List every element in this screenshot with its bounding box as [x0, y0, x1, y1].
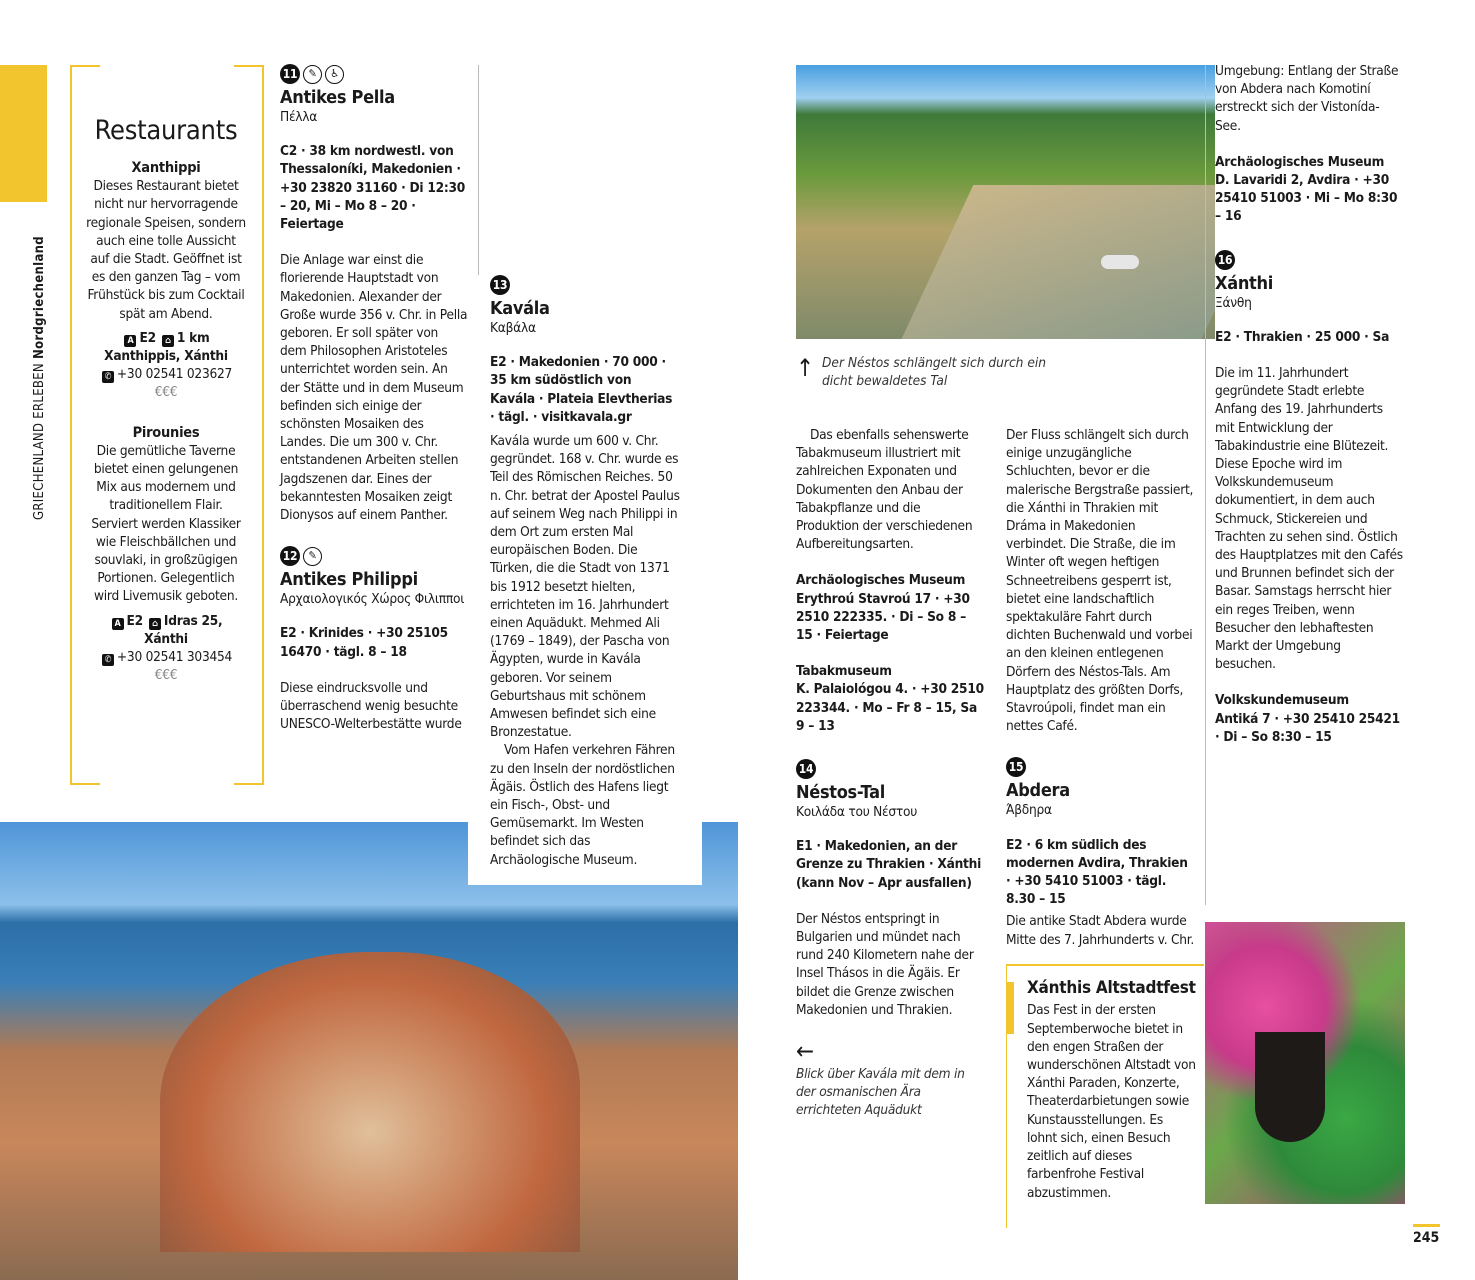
kavala-photo [0, 822, 738, 1280]
column-divider [1205, 65, 1206, 905]
price-indicator: €€€ [154, 384, 178, 401]
arrow-up-icon: ↑ [796, 354, 815, 382]
nestos-museums: Das ebenfalls sehenswerte Tabakmuseum illustriert mit zahlreichen Exponaten und Dokumenten den Anbau der Tabakpflanze und die Produktion der verschiedenen Aufbereitungsarten. Archäologisches Museum Erythroú Stavroú 17 · +30 2510 222335. · Di – So 8 – 15 · Feiertage Tabakmuseum K. Palaiológou 4. · +30 2510 223344. · Mo – Fr 8 – 15, Sa 9 – 13 [796, 427, 984, 734]
restaurants-list [86, 113, 246, 684]
price-indicator: €€€ [154, 667, 178, 684]
restaurant-item: Xanthippi Dieses Restaurant bietet nicht nur hervorragende regionale Speisen, sondern auch eine tolle Aussicht auf die Stadt. Geöffnet ist es den ganzen Tag – vom Frühstück bis zum Cocktail spät am Abend. A E2 ⌂ 1 km Xanthippis, Xánthi ✆ +30 02541 023627 €€€ [86, 160, 246, 401]
house-icon: ⌂ [162, 335, 174, 347]
column-4 [796, 426, 986, 1119]
page-number: 245 [1413, 1230, 1440, 1246]
sight-philippi: 12 ✎ Antikes Philippi Αρχαιολογικός Χώρος Φιλιπποι E2 · Krinides · +30 25105 16470 · tägl. 8 – 18 Diese eindrucksvolle und überraschend wenig besuchte UNESCO-Welterbestätte wurde [280, 546, 468, 733]
sight-philippi-text: Diese eindrucksvolle und überraschend wenig besuchte UNESCO-Welterbestätte wurde [280, 679, 462, 733]
sight-nestos: 14 Néstos-Tal Κοιλάδα του Νέστου E1 · Makedonien, an der Grenze zu Thrakien · Xánthi (kann Nov – Apr ausfallen) Der Néstos entspringt in Bulgarien und mündet nach rund 240 Kilometern nahe der Insel Thásos in die Ägäis. Er bildet die Grenze zwischen Makedonien und Thrakien. [796, 759, 986, 1019]
page-number-rule [1413, 1224, 1440, 1227]
house-icon: ⌂ [149, 618, 161, 630]
festival-box: Xánthis Altstadtfest Das Fest in der ersten Septemberwoche bietet in den engen Straßen der wunderschönen Altstadt von Xánthi Paraden, Konzerte, Theaterdarbietungen sowie Kunstausstellungen. Es lohnt sich, einen Besuch zeitlich auf dieses farbenfrohe Festival abzustimmen. [1006, 964, 1204, 1227]
sight-info: E2 · Makedonien · 70 000 · 35 km südöstlich von Kavála · Plateia Elevtherias · tägl. · visitkavala.gr [490, 354, 673, 425]
sight-xanthi: 16 Xánthi Ξάνθη E2 · Thrakien · 25 000 · Sa Die im 11. Jahrhundert gegründete Stadt erlebte Anfang des 19. Jahrhunderts mit Entwicklung der Tabakindustrie eine Blütezeit. Diese Epoche wird im Volkskundemuseum dokumentiert, in dem auch Schmuck, Stickereien und Trachten zu sehen sind. Östlich des Hauptplatzes mit den Cafés und Brunnen befindet sich der Basar. Samstags herrscht hier ein reges Treiben, wenn Besucher den lebhaftesten Markt der Umgebung besuchen. Volkskundemuseum Antiká 7 · +30 25410 25421 · Di – So 8:30 – 15 [1215, 250, 1405, 746]
festival-accent [1006, 982, 1014, 1034]
festival-photo [1205, 922, 1405, 1204]
nestos-text-continued: Der Fluss schlängelt sich durch einige unzugängliche Schluchten, bevor er die malerische Bergstraße passiert, die Xánthi in Thrakien mit Dráma in Makedonien verbindet. Die Straße, die im Winter oft wegen heftigen Schneetreibens gesperrt ist, bietet eine landschaftlich spektakuläre Fahrt durch dichten Buchenwald und vorbei an den kleinen entlegenen Dörfern des Néstos-Tals. Am Hauptplatz des größten Dorfs, Stavroúpoli, findet man ein nettes Café. [1006, 427, 1194, 735]
chapter-tab [0, 65, 47, 202]
column-5 [1006, 426, 1204, 1228]
map-icon: A [112, 618, 124, 630]
restaurants-title: Restaurants [94, 115, 238, 146]
phone-icon: ✆ [102, 654, 114, 666]
restaurant-item: Pirounies Die gemütliche Taverne bietet einen gelungenen Mix aus modernem und traditionellem Flair. Serviert werden Klassiker wie Fleischbällchen und souvlaki, in großzügigen Portionen. Gelegentlich wird Livemusik geboten. A E2 ⌂ Idras 25, Xánthi ✆ +30 02541 303454 €€€ [86, 424, 246, 685]
sight-info: E1 · Makedonien, an der Grenze zu Thrakien · Xánthi (kann Nov – Apr ausfallen) [796, 838, 982, 891]
sight-abdera: 15 Abdera Άβδηρα E2 · 6 km südlich des modernen Avdira, Thrakien · +30 5410 51003 · tägl. 8.30 – 15 Die antike Stadt Abdera wurde Mitte des 7. Jahrhunderts v. Chr. [1006, 757, 1196, 948]
sight-pella: 11 ✎ ♿ Antikes Pella Πέλλα C2 · 38 km nordwestl. von Thessaloníki, Makedonien · +30 23820 31160 · Di 12:30 – 20, Mi – Mo 8 – 20 · Feiertage Die Anlage war einst die florierende Hauptstadt von Makedonien. Alexander der Große wurde 356 v. Chr. in Pella geboren. Er soll später von dem Philosophen Aristoteles unterrichtet worden sein. An der Stätte und in dem Museum befinden sich einige der schönsten Mosaiken des Landes. Die um 300 v. Chr. entstandenen Arbeiten stellen Jagdszenen dar. Eines der bekanntesten Mosaiken zeigt Dionysos auf einem Panther. [280, 64, 468, 524]
phone-icon: ✆ [102, 371, 114, 383]
abdera-continued: Umgebung: Entlang der Straße von Abdera nach Komotiní erstreckt sich der Vistonída-See. Archäologisches Museum D. Lavaridi 2, Avdira · +30 25410 51003 · Mi – Mo 8:30 – 16 [1215, 63, 1399, 225]
map-icon: A [124, 335, 136, 347]
sight-info: E2 · Krinides · +30 25105 16470 · tägl. 8 – 18 [280, 625, 448, 660]
sight-info: E2 · 6 km südlich des modernen Avdira, Thrakien · +30 5410 51003 · tägl. 8.30 – 15 [1006, 836, 1188, 908]
ticket-icon: ✎ [303, 547, 322, 566]
ticket-icon: ✎ [303, 65, 322, 84]
sight-info: C2 · 38 km nordwestl. von Thessaloníki, Makedonien · +30 23820 31160 · Di 12:30 – 20, Mi – Mo 8 – 20 · Feiertage [280, 143, 466, 233]
sight-info: E2 · Thrakien · 25 000 · Sa [1215, 328, 1390, 345]
chapter-label: GRIECHENLAND ERLEBEN Nordgriechenland [32, 236, 47, 520]
column-2 [280, 64, 468, 733]
river-caption: Der Néstos schlängelt sich durch ein dicht bewaldetes Tal [822, 355, 1046, 389]
arrow-left-icon: ← [796, 1037, 814, 1066]
column-6 [1215, 62, 1405, 750]
wheelchair-icon: ♿ [325, 65, 344, 84]
sight-kavala: 13 Kavála Καβάλα E2 · Makedonien · 70 000 · 35 km südöstlich von Kavála · Plateia Elevtherias · tägl. · visitkavala.gr Kavála wurde um 600 v. Chr. gegründet. 168 v. Chr. wurde es Teil des Römischen Reiches. 50 n. Chr. betrat der Apostel Paulus auf seinem Weg nach Philippi in dem Ort zum ersten Mal europäischen Boden. Die Türken, die die Stadt von 1371 bis 1912 besetzt hielten, errichteten im 16. Jahrhundert einen Aquädukt. Mehmed Ali (1769 – 1849), der Pascha von Ägypten, wurde in Kavála geboren. Vor seinem Geburtshaus mit schönem Amwesen befindet sich eine Bronzestatue. Vom Hafen verkehren Fähren zu den Inseln der nordöstlichen Ägäis. Östlich des Hafens liegt ein Fisch-, Obst- und Gemüsemarkt. Im Westen befindet sich das Archäologische Museum. [468, 275, 702, 885]
kavala-caption: Blick über Kavála mit dem in der osmanischen Ära errichteten Aquädukt [796, 1066, 965, 1119]
